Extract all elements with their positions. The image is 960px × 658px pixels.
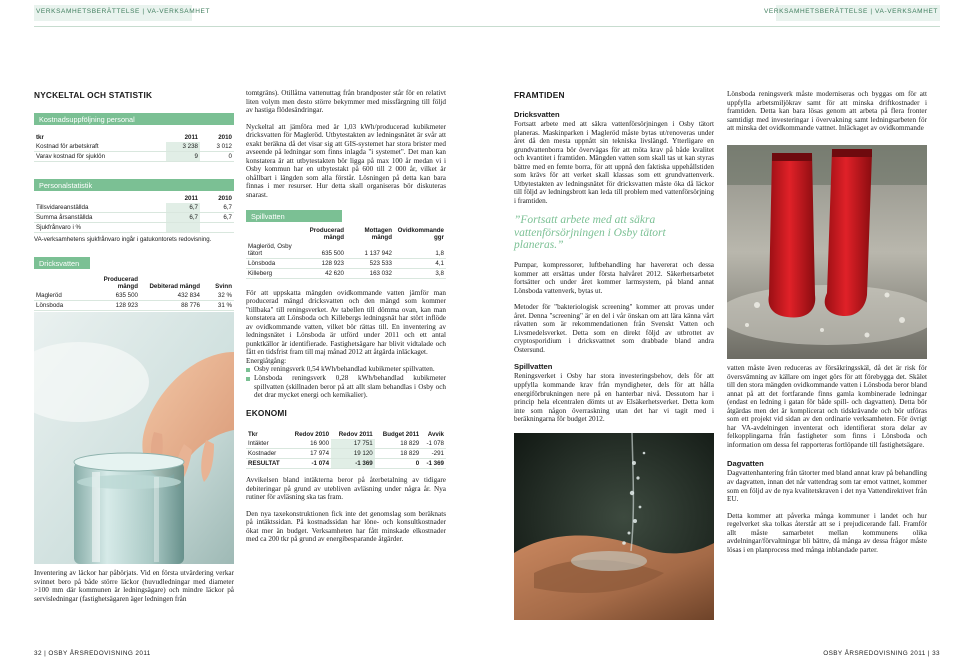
col3 [514,90,714,424]
table-row: Magleröd, Osby tätort 635 500 1 137 942 1,8 [248,242,444,257]
wastewater-table: Producerad mängd Mottagen mängd Ovidkommande ggr Magleröd, Osby tätort 635 500 1 137 942 1,8 Lönsboda 128 923 523 533 4,1 Killeberg 42 620 163 032 3,8 [248,226,444,277]
economy-table: Tkr Redov 2010 Redov 2011 Budget 2011 Avvik Intäkter 16 900 17 751 18 829 -1 078 Kostnader 17 974 19 120 18 829 -291 RESULTAT -1 074 -1 369 0 -1 369 [248,431,444,468]
energy-bullet-2: Lönsboda reningsverk 0,28 kWh/behandlad kubikmeter spillvatten (skillnaden beror på att allt slam behandlas i Osby och det drar mycket energi och kemikalier). [246,374,446,400]
future-title: FRAMTIDEN [514,90,565,100]
stormwater-subheading: Dagvatten [727,459,764,469]
col3-p3: Metoder för "bakteriologisk screening" kommer att provas under året. Denna "screening" är en del i vår önskan om att lära känna vårt råvatten som är rekommendationen från Svenskt Vatten och Livsmedelsverket. Detta som en direkt följd av utbrottet av cryptosporidium i dricksvattnet som drabbade bland andra Östersund. [514,303,714,354]
header-right [480,0,960,26]
table-row: Tillsvidareanställda 6,7 6,7 [36,204,232,211]
footer-left-text: OSBY ÅRSREDOVISNING 2011 [48,650,151,657]
energy-label: Energiåtgång: [246,356,287,365]
col2 [246,89,446,544]
col2-p1: tomtgräns). Otillåtna vattenuttag från brandposter står för en relativt liten volym men desto större bekymmer med missfärgning till följd av hastiga flödesändringar. [246,89,446,115]
running-header-left: VERKSAMHETSBERÄTTELSE | VA-VERKSAMHET [36,8,211,15]
table-row: Magleröd 635 500 432 834 32 % [36,292,232,299]
col4-p2: vatten måste även reduceras av försäkringsskäl, då det är risk för översvämning av källare om inget görs för att förebygga det. Skälet till den stora mängden ovidkommande vatten i Lönsboda beror bland annat på att det fortfarande finns gamla kombinerade ledningar (endast en ledning i gatan för både spill- och dagvatten). Detta bör åtgärdas men det är komplicerat och tidskrävande och bör utföras som ett projekt vid sidan av den ordinarie verksamheten. För övrigt har VA-avdelningen inventerat och identifierat stora delar av felkopplingarna från fastigheter som finns i Lönsboda och information om dessa fel rapporteras fortlöpande till fastighetsägare. [727,364,927,449]
table-row: Kostnad för arbetskraft 3 238 3 012 [36,142,232,150]
hand-glass-photo [34,312,234,564]
footer-right: OSBY ÅRSREDOVISNING 2011 | 33 [823,650,940,657]
col2-p3: För att uppskatta mängden ovidkommande vatten jämför man producerad mängd dricksvatten och den mängd som kommer "tillbaka" till reningsverket. Av tabellen till dömma ovan, kan man konstatera att Lönsboda och Killebergs ledningsnät har stört inflöde av ovidkommande vatten, vilket bör rättas till. En inventering av ledningsnätet i Lönsboda är utförd under 2011 och ett antal punktkällor är identifierade. Fastighetsägare har blivit vidtalade och fått en tidsfrist fram till maj månad 2012 att åtgärda inläckaget. [246,288,446,357]
footer-left: 32 | OSBY ÅRSREDOVISNING 2011 [34,650,151,657]
personnel-table: 2011 2010 Tillsvidareanställda 6,7 6,7 Summa årsanställda 6,7 6,7 Sjukfrånvaro i % [36,195,232,231]
running-header-right: VERKSAMHETSBERÄTTELSE | VA-VERKSAMHET [763,8,938,15]
table-row: Varav kostnad för sjuklön 9 0 [36,152,232,160]
col2-p5: Den nya taxekonstruktionen fick inte det genomslag som beräknats på intäktssidan. På kostnadssidan har löne- och konsultkostnader ökat mer än budget. Verksamheten har fått minskade elkostnader med ca 200 tkr på grund av energibesparande åtgärder. [246,509,446,544]
footer-right-text: OSBY ÅRSREDOVISNING 2011 [823,650,926,657]
hand-glass-illustration [34,312,234,564]
table-row: Lönsboda 128 923 523 533 4,1 [248,259,444,267]
page-number-right: 33 [932,650,940,657]
hands-water-illustration [514,433,714,620]
col4-p1: Lönsboda reningsverk måste moderniseras och byggas om för att uppfylla arbetsmiljökrav samt för att minska driftkostnader i framtiden. Detta kan bara lösas genom att arbeta på flera fronter samtidigt med investeringar i övervakning samt ledningsarbeten för att minska det ovidkommande vattnet. Inläckaget av ovidkommande [727,90,927,133]
col4-p4: Detta kommer att påverka många kommuner i landet och hur regelverket ska tolkas återstår att se i prejudicerande fall. Framför allt måste samarbetet mellan kommunens olika avdelningar/förvaltningar bli bättre, då många av dessa frågor måste lösas i en planprocess med många inblandade parter. [727,511,927,554]
cost-table: tkr 2011 2010 Kostnad för arbetskraft 3 238 3 012 Varav kostnad för sjuklön 9 0 [36,133,232,160]
stats-title: NYCKELTAL OCH STATISTIK [34,90,153,100]
wastewater-table-title: Spillvatten [246,210,342,222]
drinking-water-subheading: Dricksvatten [514,110,560,119]
col2-p4: Avvikelsen bland intäkterna beror på återbetalning av tidigare debiteringar på grund av utebliven avläsning under några år. Nya rutiner för avläsning ska tas fram. [246,476,446,502]
table-row: Intäkter 16 900 17 751 18 829 -1 078 [248,440,444,448]
header-left [0,0,480,26]
cost-table-title: Kostnadsuppföljning personal [34,113,234,125]
drinking-water-table-title: Dricksvatten [34,257,90,269]
table-row: Summa årsanställda 6,7 6,7 [36,214,232,221]
col3-p2: Pumpar, kompressorer, luftbehandling har havererat och dessa kommer att ersättas under första halvåret 2012. Säkerhetsarbetet fortsätter och under året kommer larmsystem, på bland annat Lönsboda vattenverk, bytas ut. [514,260,714,295]
col3-p4: Reningsverket i Osby har stora investeringsbehov, dels för att uppfylla kommande krav från myndigheter, dels för att hålla energiförbrukningen nere på en hanterbar nivå. Dessutom har i princip hela elcentralen dömts ut av Elsäkerhetsverket. Detta kom inte som någon överraskning utan det har vi tagit med i beräkningarna för budget 2012. [514,372,714,424]
energy-bullet-1: Osby reningsverk 0,54 kWh/behandlad kubikmeter spillvatten. [246,365,446,374]
table-row: Kostnader 17 974 19 120 18 829 -291 [248,450,444,458]
stats-column [34,90,234,331]
table-row-result: RESULTAT -1 074 -1 369 0 -1 369 [248,460,444,468]
drinking-water-table: Producerad mängd Debiterad mängd Svinn Magleröd 635 500 432 834 32 % Lönsboda 128 923 88 776 31 % [34,275,234,331]
red-boots-photo [727,145,927,359]
personnel-table-title: Personalstatistik [34,179,234,191]
page-number-left: 32 [34,650,42,657]
personnel-note: VA-verksamhetens sjukfrånvaro ingår i gatukontorets redovisning. [34,236,212,243]
wastewater-subheading: Spillvatten [514,362,553,372]
col4-p3: Dagvattenhantering från tätorter med bland annat krav på behandling av dagvatten, innan det når vattendrag som tar emot vattnet, kommer som en följd av de nya kvalitetskraven i det nya Vattendirektivet från EU. [727,469,927,504]
table-row: Killeberg 42 620 163 032 3,8 [248,269,444,277]
table-row: Lönsboda 128 923 88 776 31 % [36,302,232,309]
col2-p2: Nyckeltal att jämföra med är 1,03 kWh/producerad kubikmeter dricksvatten för Magleröd. Utbytestakten av ledningsnätet är svår att exakt beräkna då det visar sig att GIS-systemet har stora brister med avseende på ledningar som finns inlagda "i systemet". Det man kan konstatera är att utbytestakten bör ligga på max 100 år medan vi i Osby kommun har en utbytestakt på 600 till 2 000 år, vilket är ohållbart i längden som alla förstår. Lösningen på detta kan bara finnas i mer resurser. Hur detta skall organiseras bör diskuteras snarast. [246,122,446,200]
pull-quote: ”Fortsatt arbete med att säkra vattenförsörjningen i Osby tätort planeras.” [514,214,666,252]
economy-title: EKONOMI [246,407,288,418]
col3-p1: Fortsatt arbete med att säkra vattenförsörjningen i Osby tätort planeras. Maskinparken i Magleröd måste bytas ut/renoveras under året då den mesta uppnått sin tekniska livslängd. Ytterligare en grundvattenborra bör övervägas för att möta krav på både kvalitet och kvantitet i framtiden. Mängden vatten som skall tas ut kan styras bättre med en femte borra, för att uppnå den faktiska uppehållstiden som krävs för att verket skall klassas som ett grundvattenverk. Utbytestakten av ledningsnätet för dricksvatten måste öka då läckor till följd av ledningsbrott kan leda till problem med vattenförsörjning i framtiden. [514,120,714,205]
red-boots-illustration [727,145,927,359]
col4 [727,364,927,554]
col1-bottom-text: Inventering av läckor har påbörjats. Vid en första utvärdering verkar svinnet bero på både större läckor (huvudledningar med diameter >100 mm där kommunen är ledningsägare) och mindre läckor på servisledningar (fastighetsägaren äger ledningen från [34,569,234,603]
table-row: Sjukfrånvaro i % [34,223,234,233]
hands-water-photo [514,433,714,620]
